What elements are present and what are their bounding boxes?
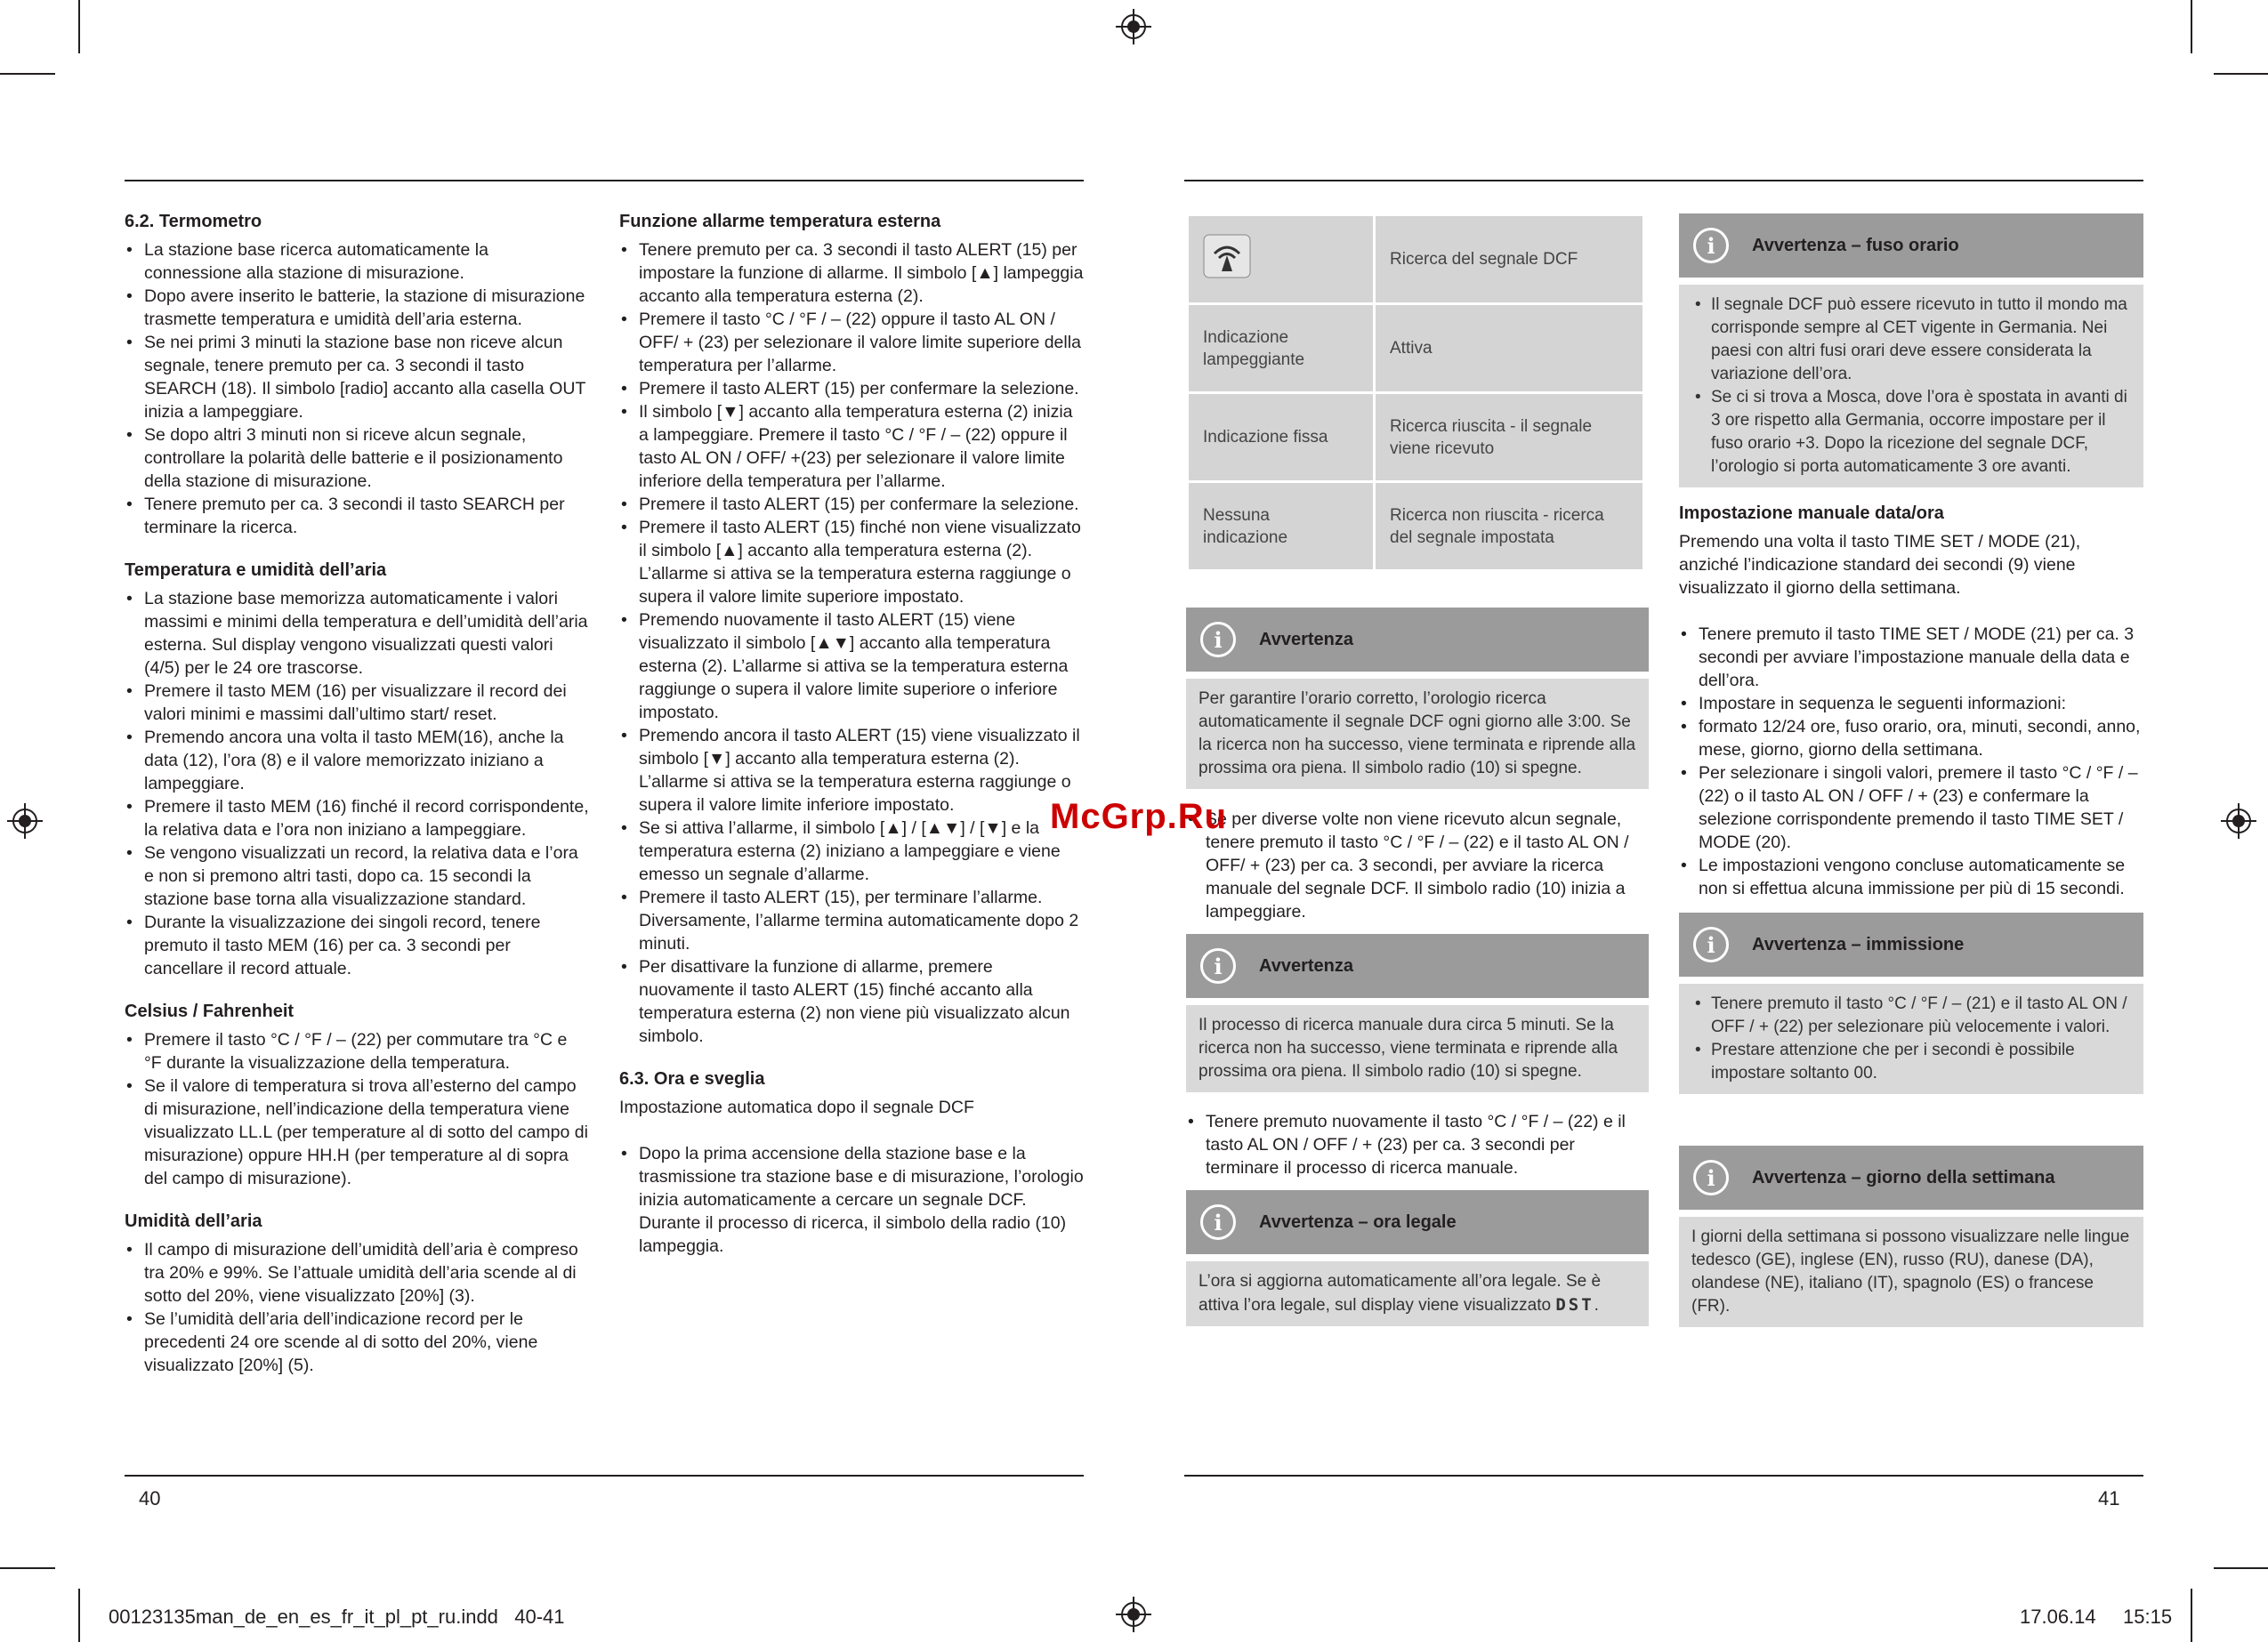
bullet-list <box>1186 1110 1649 1179</box>
registration-mark-icon <box>1116 9 1151 44</box>
section-title: 6.2. Termometro <box>125 212 262 231</box>
list-item: • Tenere premuto per ca. 3 secondi il tasto ALERT (15) per impostare la funzione di allarme. Il simbolo [▲] lampeggia accanto alla temperatura esterna (2). <box>619 238 1086 308</box>
note-title: Avvertenza <box>1259 629 1353 649</box>
list-item: • Tenere premuto il tasto TIME SET / MODE (21) per ca. 3 secondi per avviare l’impostazione manuale della data e dell’ora. <box>1679 623 2143 692</box>
table-cell: Ricerca riuscita - il segnale viene ricevuto <box>1376 394 1642 480</box>
note-title: Avvertenza – fuso orario <box>1752 235 1959 255</box>
list-item: • Premere il tasto MEM (16) per visualizzare il record dei valori minimi e massimi dall’ultimo start/ reset. <box>125 680 589 726</box>
section-subtitle: Impostazione automatica dopo il segnale DCF <box>619 1098 974 1117</box>
section-title: Funzione allarme temperatura esterna <box>619 212 941 231</box>
list-item: • Per selezionare i singoli valori, premere il tasto °C / °F / – (22) o il tasto AL ON / OFF / + (23) e confermare la selezione corrispondente premendo il tasto TIME SET / MODE (20). <box>1679 761 2143 854</box>
section-title: Umidità dell’aria <box>125 1211 262 1231</box>
list-item: • Impostare in sequenza le seguenti informazioni: <box>1679 692 2143 715</box>
trim-mark <box>2191 0 2192 53</box>
radio-signal-icon <box>1203 234 1251 278</box>
note-header <box>1186 1190 1649 1254</box>
list-item: • Se l’umidità dell’aria dell’indicazione record per le precedenti 24 ore scende al di sotto del 20%, viene visualizzato [20%] (5). <box>125 1308 589 1377</box>
note-box <box>1186 608 1649 789</box>
list-item: • Se dopo altri 3 minuti non si riceve alcun segnale, controllare la polarità delle batterie e il posizionamento della stazione di misurazione. <box>125 423 589 493</box>
list-item: • Se per diverse volte non viene ricevuto alcun segnale, tenere premuto il tasto °C / °F / – (22) e il tasto AL ON / OFF/ + (23) per ca. 3 secondi, per avviare la ricerca manuale del segnale DCF. Il simbolo radio (10) inizia a lampeggiare. <box>1186 808 1649 923</box>
registration-mark-icon <box>1116 1597 1151 1632</box>
table-cell: Attiva <box>1376 305 1642 391</box>
note-body <box>1679 285 2143 487</box>
info-icon: i <box>1200 622 1236 657</box>
list-item: • Premere il tasto °C / °F / – (22) per commutare tra °C e °F durante la visualizzazione della temperatura. <box>125 1028 589 1075</box>
table-cell: Indicazione lampeggiante <box>1189 305 1373 391</box>
list-item: • Premere il tasto ALERT (15) finché non viene visualizzato il simbolo [▲] accanto alla temperatura esterna (2). L’allarme si attiva se la temperatura esterna raggiunge o supera il valore limite superiore impostato. <box>619 516 1086 608</box>
note-header <box>1679 1146 2143 1210</box>
note-title: Avvertenza – ora legale <box>1259 1211 1457 1232</box>
info-icon: i <box>1693 927 1729 962</box>
list-item: • La stazione base ricerca automaticamente la connessione alla stazione di misurazione. <box>125 238 589 285</box>
note-box <box>1679 913 2143 1094</box>
info-icon: i <box>1693 1160 1729 1195</box>
right-column-2 <box>1679 502 2143 920</box>
list-item: • La stazione base memorizza automaticamente i valori massimi e minimi della temperatura e dell’umidità dell’aria esterna. Sul display vengono visualizzati questi valori (4/5) per le 24 ore trascorse. <box>125 587 589 680</box>
list-item: • Durante la visualizzazione dei singoli record, tenere premuto il tasto MEM (16) per ca. 3 secondi per cancellare il record attuale. <box>125 911 589 980</box>
note-header <box>1679 213 2143 278</box>
bottom-rule-left <box>125 1475 1084 1477</box>
table-row <box>1189 305 1642 391</box>
list-item: • Tenere premuto il tasto °C / °F / – (21) e il tasto AL ON / OFF / + (22) per selezionare più velocemente i valori. <box>1691 993 2131 1039</box>
top-rule-left <box>125 180 1084 181</box>
list-item: • Il segnale DCF può essere ricevuto in tutto il mondo ma corrisponde sempre al CET vigente in Germania. Nei paesi con altri fusi orari deve essere considerata la variazione dell’ora. <box>1691 294 2131 386</box>
thermo-list <box>125 238 589 539</box>
info-icon: i <box>1200 1204 1236 1240</box>
list-item: • Se ci si trova a Mosca, dove l’ora è spostata in avanti di 3 ore rispetto alla Germania, occorre impostare per il fuso orario +3. Dopo la ricezione del segnale DCF, l’orologio si porta automaticamente 3 ore avanti. <box>1691 386 2131 479</box>
section-title: Temperatura e umidità dell’aria <box>125 560 387 580</box>
top-rule-right <box>1184 180 2143 181</box>
list-item: • Tenere premuto nuovamente il tasto °C / °F / – (22) e il tasto AL ON / OFF / + (23) per ca. 3 secondi per terminare il processo di ricerca manuale. <box>1186 1110 1649 1179</box>
clock-list <box>619 1142 1086 1258</box>
trim-mark <box>0 1567 55 1569</box>
left-column-1 <box>125 210 589 1397</box>
list-item: • Dopo la prima accensione della stazione base e la trasmissione tra stazione base e di misurazione, l’orologio inizia automaticamente a cercare un segnale DCF. Durante il processo di ricerca, il simbolo della radio (10) lampeggia. <box>619 1142 1086 1258</box>
trim-mark <box>78 1589 80 1642</box>
note-text: L’ora si aggiorna automaticamente all’ora legale. Se è attiva l’ora legale, sul display viene visualizzato <box>1199 1272 1602 1315</box>
table-cell <box>1189 216 1373 302</box>
right-bullet-1 <box>1186 808 1649 943</box>
page-number-right: 41 <box>2098 1487 2120 1509</box>
list-item: • Premere il tasto °C / °F / – (22) oppure il tasto AL ON / OFF/ + (23) per selezionare il valore limite superiore della temperatura per l’allarme. <box>619 308 1086 377</box>
trim-mark <box>2191 1589 2192 1642</box>
list-item: • Il simbolo [▼] accanto alla temperatura esterna (2) inizia a lampeggiare. Premere il tasto °C / °F / – (22) oppure il tasto AL ON / OFF/ +(23) per selezionare il valore limite inferiore della temperatura per l’allarme. <box>619 400 1086 493</box>
note-body: Il processo di ricerca manuale dura circa 5 minuti. Se la ricerca non ha successo, viene terminata e riprende alla prossima ora piena. Il simbolo radio (10) si spegne. <box>1186 1005 1649 1092</box>
info-icon: i <box>1693 228 1729 263</box>
note-header <box>1679 913 2143 977</box>
list-item: • Per disattivare la funzione di allarme, premere nuovamente il tasto ALERT (15) finché accanto alla temperatura esterna (2) non viene più visualizzato alcun simbolo. <box>619 955 1086 1048</box>
trim-mark <box>2214 73 2268 75</box>
list-item: • formato 12/24 ore, fuso orario, ora, minuti, secondi, anno, mese, giorno, giorno della settimana. <box>1679 715 2143 761</box>
table-cell: Indicazione fissa <box>1189 394 1373 480</box>
footer-time: 15:15 <box>2123 1606 2173 1628</box>
cf-list <box>125 1028 589 1190</box>
table-row <box>1189 216 1642 302</box>
note-list <box>1691 993 2131 1085</box>
left-column-2 <box>619 210 1086 1277</box>
bullet-list <box>1186 808 1649 923</box>
list-item: • Se si attiva l’allarme, il simbolo [▲] / [▲▼] / [▼] e la temperatura esterna (2) iniziano a lampeggiare e viene emesso un segnale d’allarme. <box>619 817 1086 886</box>
manual-list <box>1679 623 2143 900</box>
note-body <box>1186 1261 1649 1326</box>
footer-date: 17.06.14 <box>2020 1606 2096 1628</box>
list-item: • Se il valore di temperatura si trova all’esterno del campo di misurazione, nell’indicazione della temperatura viene visualizzato LL.L (per temperature al di sotto del campo di misurazione) oppure HH.H (per temperature al di sopra del campo di misurazione). <box>125 1075 589 1190</box>
note-body <box>1679 984 2143 1094</box>
note-title: Avvertenza <box>1259 955 1353 976</box>
watermark: McGrp.Ru <box>1050 797 1228 836</box>
list-item: • Se nei primi 3 minuti la stazione base non riceve alcun segnale, tenere premuto per ca. 3 secondi il tasto SEARCH (18). Il simbolo [radio] accanto alla casella OUT inizia a lampeggiare. <box>125 331 589 423</box>
section-title: 6.3. Ora e sveglia <box>619 1069 765 1089</box>
note-header <box>1186 934 1649 998</box>
note-body: I giorni della settimana si possono visualizzare nelle lingue tedesco (GE), inglese (EN), russo (RU), danese (DA), olandese (NE), italiano (IT), spagnolo (ES) o francese (FR). <box>1679 1217 2143 1327</box>
list-item: • Premendo nuovamente il tasto ALERT (15) viene visualizzato il simbolo [▲▼] accanto alla temperatura esterna (2). L’allarme si attiva se la temperatura esterna raggiunge o supera il valore limite superiore o inferiore impostato. <box>619 608 1086 724</box>
list-item: • Premendo ancora una volta il tasto MEM(16), anche la data (12), l’ora (8) e il valore memorizzato iniziano a lampeggiare. <box>125 726 589 795</box>
registration-mark-icon <box>2221 803 2256 839</box>
right-bullet-2 <box>1186 1110 1649 1199</box>
table-cell: Nessuna indicazione <box>1189 483 1373 569</box>
note-list <box>1691 294 2131 479</box>
list-item: • Se vengono visualizzati un record, la relativa data e l’ora e non si premono altri tasti, dopo ca. 15 secondi la stazione base torna alla visualizzazione standard. <box>125 841 589 911</box>
list-item: • Premere il tasto ALERT (15) per confermare la selezione. <box>619 377 1086 400</box>
dst-indicator: DST <box>1555 1295 1594 1315</box>
list-item: • Premere il tasto MEM (16) finché il record corrispondente, la relativa data e l’ora non iniziano a lampeggiare. <box>125 795 589 841</box>
list-item: • Premendo ancora il tasto ALERT (15) viene visualizzato il simbolo [▼] accanto alla temperatura esterna (2). L’allarme si attiva se la temperatura esterna raggiunge o supera il valore limite inferiore impostato. <box>619 724 1086 817</box>
period: . <box>1594 1296 1599 1315</box>
note-box <box>1186 1190 1649 1326</box>
list-item: • Le impostazioni vengono concluse automaticamente se non si effettua alcuna immissione per più di 15 secondi. <box>1679 854 2143 900</box>
list-item: • Il campo di misurazione dell’umidità dell’aria è compreso tra 20% e 99%. Se l’attuale umidità dell’aria scende al di sotto del 20%, viene visualizzato [20%] (3). <box>125 1238 589 1308</box>
footer-filename: 00123135man_de_en_es_fr_it_pl_pt_ru.indd 40-41 <box>109 1606 565 1628</box>
table-row <box>1189 394 1642 480</box>
hum-list <box>125 1238 589 1377</box>
list-item: • Prestare attenzione che per i secondi è possibile impostare soltanto 00. <box>1691 1039 2131 1085</box>
table-cell: Ricerca non riuscita - ricerca del segnale impostata <box>1376 483 1642 569</box>
note-box <box>1679 213 2143 487</box>
list-item: • Premere il tasto ALERT (15) per confermare la selezione. <box>619 493 1086 516</box>
note-box <box>1679 1146 2143 1327</box>
list-item: • Tenere premuto per ca. 3 secondi il tasto SEARCH per terminare la ricerca. <box>125 493 589 539</box>
info-icon: i <box>1200 948 1236 984</box>
table-row <box>1189 483 1642 569</box>
temp-list <box>125 587 589 980</box>
trim-mark <box>0 73 55 75</box>
note-header <box>1186 608 1649 672</box>
section-title: Impostazione manuale data/ora <box>1679 503 1944 523</box>
trim-mark <box>78 0 80 53</box>
list-item: • Premere il tasto ALERT (15), per terminare l’allarme. Diversamente, l’allarme termina automaticamente dopo 2 minuti. <box>619 886 1086 955</box>
dcf-status-table <box>1186 213 1645 572</box>
list-item: • Dopo avere inserito le batterie, la stazione di misurazione trasmette temperatura e umidità dell’aria esterna. <box>125 285 589 331</box>
bottom-rule-right <box>1184 1475 2143 1477</box>
section-title: Celsius / Fahrenheit <box>125 1002 295 1021</box>
note-title: Avvertenza – immissione <box>1752 934 1965 954</box>
registration-mark-icon <box>7 803 43 839</box>
note-title: Avvertenza – giorno della settimana <box>1752 1167 2055 1187</box>
table-cell: Ricerca del segnale DCF <box>1376 216 1642 302</box>
page-number-left: 40 <box>139 1487 161 1509</box>
paragraph: Premendo una volta il tasto TIME SET / MODE (21), anziché l’indicazione standard dei secondi (9) viene visualizzato il giorno della settimana. <box>1679 532 2081 598</box>
trim-mark <box>2214 1567 2268 1569</box>
note-body: Per garantire l’orario corretto, l’orologio ricerca automaticamente il segnale DCF ogni giorno alle 3:00. Se la ricerca non ha successo, viene terminata e riprende alla prossima ora piena. Il simbolo radio (10) si spegne. <box>1186 679 1649 789</box>
note-box <box>1186 934 1649 1092</box>
alarm-list <box>619 238 1086 1048</box>
